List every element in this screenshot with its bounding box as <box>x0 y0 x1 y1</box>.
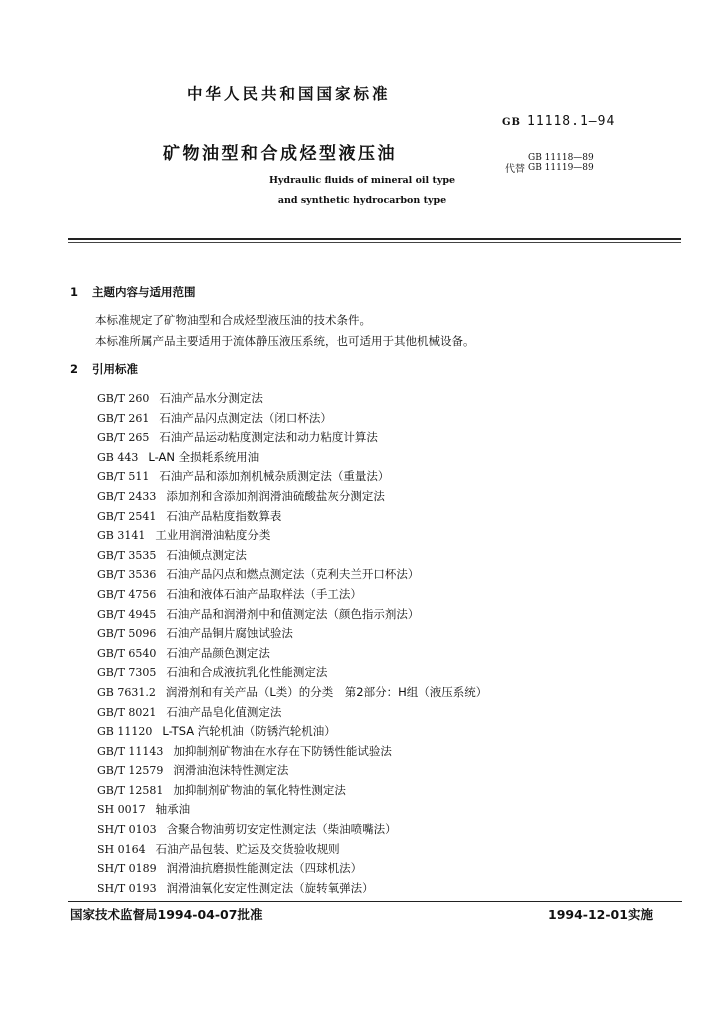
reference-item <box>97 409 487 429</box>
reference-code: GB/T 4756 <box>97 587 157 601</box>
reference-code: GB/T 2433 <box>97 489 157 503</box>
reference-item <box>97 428 487 448</box>
replaced-standard: GB 11119—89 <box>528 163 594 173</box>
reference-title: 润滑剂和有关产品（L类）的分类 第2部分：H组（液压系统） <box>165 684 488 699</box>
reference-code: GB/T 3536 <box>97 568 157 582</box>
section-heading-scope <box>70 284 196 300</box>
reference-title: 石油产品闪点测定法（闭口杯法） <box>159 410 332 425</box>
reference-item <box>97 800 487 820</box>
reference-item <box>97 820 487 840</box>
document-title-en-line1: Hydraulic fluids of mineral oil type <box>268 175 456 186</box>
reference-code: GB 443 <box>97 450 139 464</box>
reference-title: L-TSA 汽轮机油（防锈汽轮机油） <box>162 724 336 739</box>
reference-code: GB/T 8021 <box>97 705 157 719</box>
reference-code: GB/T 265 <box>97 431 150 445</box>
reference-item <box>97 448 487 468</box>
reference-title: 石油和液体石油产品取样法（手工法） <box>166 586 362 601</box>
document-title-en-line2: and synthetic hydrocarbon type <box>277 195 447 206</box>
reference-title: L-AN 全损耗系统用油 <box>148 449 260 464</box>
reference-code: SH/T 0103 <box>97 823 157 837</box>
national-standard-heading: 中华人民共和国国家标准 <box>187 85 391 103</box>
reference-item <box>97 487 487 507</box>
reference-list <box>97 389 487 898</box>
reference-code: GB 3141 <box>97 529 146 543</box>
reference-code: GB/T 7305 <box>97 666 157 680</box>
reference-code: GB/T 5096 <box>97 627 157 641</box>
reference-title: 石油产品颜色测定法 <box>166 645 270 660</box>
reference-title: 工业用润滑油粘度分类 <box>155 528 271 543</box>
reference-item <box>97 663 487 683</box>
reference-title: 润滑油抗磨损性能测定法（四球机法） <box>166 861 363 876</box>
reference-item <box>97 605 487 625</box>
reference-item <box>97 507 487 527</box>
reference-title: 石油产品和润滑剂中和值测定法（颜色指示剂法） <box>166 606 420 621</box>
reference-code: GB/T 12581 <box>97 783 164 797</box>
reference-item <box>97 389 487 409</box>
reference-code: SH 0164 <box>97 842 146 856</box>
reference-title: 加抑制剂矿物油的氧化特性测定法 <box>173 782 346 797</box>
reference-title: 含聚合物油剪切安定性测定法（柴油喷嘴法） <box>166 822 397 837</box>
reference-title: 石油产品粘度指数算表 <box>166 508 282 523</box>
reference-title: 石油产品皂化值测定法 <box>166 704 282 719</box>
reference-code: SH/T 0189 <box>97 862 157 876</box>
approval-line: 国家技术监督局1994-04-07批准 <box>70 907 263 922</box>
reference-title: 加抑制剂矿物油在水存在下防锈性能试验法 <box>173 743 392 758</box>
standard-prefix: GB <box>502 117 521 128</box>
standard-code: 11118.1—94 <box>527 114 616 129</box>
reference-item <box>97 683 487 703</box>
reference-item <box>97 879 487 899</box>
header-rule-thick <box>68 238 681 240</box>
header-rule-thin <box>68 242 681 243</box>
section-number: 2 <box>70 362 79 376</box>
standard-number <box>502 114 615 129</box>
reference-item <box>97 467 487 487</box>
scope-paragraph-1: 本标准规定了矿物油型和合成烃型液压油的技术条件。 <box>95 313 371 327</box>
replaced-standard: GB 11118—89 <box>528 153 594 163</box>
reference-title: 石油倾点测定法 <box>166 547 247 562</box>
reference-item <box>97 585 487 605</box>
reference-code: SH 0017 <box>97 803 146 817</box>
reference-item <box>97 781 487 801</box>
reference-item <box>97 840 487 860</box>
reference-code: GB/T 511 <box>97 470 150 484</box>
reference-title: 石油和合成液抗乳化性能测定法 <box>166 665 328 680</box>
reference-item <box>97 546 487 566</box>
reference-code: GB/T 260 <box>97 392 150 405</box>
reference-title: 石油产品和添加剂机械杂质测定法（重量法） <box>159 469 390 484</box>
reference-code: GB 7631.2 <box>97 685 156 699</box>
reference-title: 石油产品铜片腐蚀试验法 <box>166 626 293 641</box>
reference-title: 润滑油泡沫特性测定法 <box>173 763 289 778</box>
reference-code: GB/T 11143 <box>97 744 164 758</box>
implementation-date: 1994-12-01实施 <box>548 907 653 922</box>
reference-code: GB/T 3535 <box>97 548 157 562</box>
reference-title: 润滑油氧化安定性测定法（旋转氧弹法） <box>166 880 374 895</box>
reference-item <box>97 565 487 585</box>
reference-item <box>97 761 487 781</box>
replaces-label: 代替 <box>505 164 525 175</box>
reference-code: GB/T 261 <box>97 411 150 425</box>
reference-item <box>97 703 487 723</box>
reference-code: GB/T 6540 <box>97 646 157 660</box>
footer-rule <box>68 901 682 902</box>
reference-item <box>97 859 487 879</box>
reference-title: 石油产品包装、贮运及交货验收规则 <box>155 841 340 856</box>
reference-item <box>97 624 487 644</box>
reference-item <box>97 526 487 546</box>
reference-title: 石油产品闪点和燃点测定法（克利夫兰开口杯法） <box>166 567 420 582</box>
section-title: 引用标准 <box>92 362 138 376</box>
section-heading-references <box>70 361 138 377</box>
reference-code: SH/T 0193 <box>97 881 157 895</box>
reference-title: 石油产品水分测定法 <box>159 391 263 405</box>
reference-code: GB 11120 <box>97 725 153 739</box>
section-title: 主题内容与适用范围 <box>92 285 196 299</box>
section-number: 1 <box>70 285 79 299</box>
reference-title: 轴承油 <box>155 802 191 817</box>
reference-item <box>97 742 487 762</box>
reference-title: 添加剂和含添加剂润滑油硫酸盐灰分测定法 <box>166 488 385 503</box>
reference-code: GB/T 12579 <box>97 764 164 778</box>
reference-title: 石油产品运动粘度测定法和动力粘度计算法 <box>159 430 378 445</box>
reference-item <box>97 722 487 742</box>
scope-paragraph-2: 本标准所属产品主要适用于流体静压液压系统，也可适用于其他机械设备。 <box>95 334 475 348</box>
reference-code: GB/T 2541 <box>97 509 157 523</box>
document-title-cn: 矿物油型和合成烃型液压油 <box>163 144 397 164</box>
reference-item <box>97 644 487 664</box>
reference-code: GB/T 4945 <box>97 607 157 621</box>
